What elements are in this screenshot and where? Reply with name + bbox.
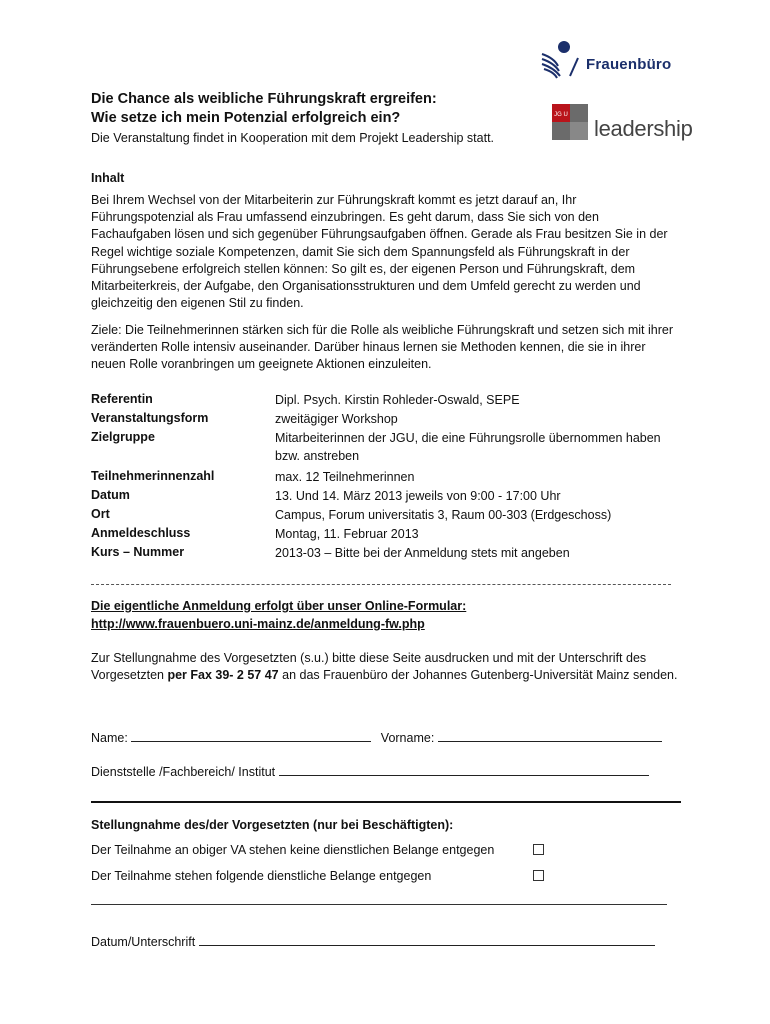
detail-label: Zielgruppe xyxy=(91,430,155,444)
option-2-label: Der Teilnahme stehen folgende dienstliche Belange entgegen xyxy=(91,869,432,883)
title-line-1: Die Chance als weibliche Führungskraft ergreifen: xyxy=(91,91,437,107)
detail-label: Referentin xyxy=(91,392,153,406)
leadership-badge-text: JG U xyxy=(554,112,568,118)
datum-label: Datum/Unterschrift xyxy=(91,935,196,949)
detail-label: Kurs – Nummer xyxy=(91,545,185,559)
name-label: Name: xyxy=(91,731,128,745)
title-line-2: Wie setze ich mein Potenzial erfolgreich ein? xyxy=(91,110,401,126)
detail-value: zweitägiger Workshop xyxy=(275,412,398,426)
detail-value: 13. Und 14. März 2013 jeweils von 9:00 - 17:00 Uhr xyxy=(275,489,561,503)
page-title xyxy=(91,90,437,128)
frauenbuero-logo xyxy=(540,40,690,80)
detail-label: Ort xyxy=(91,507,110,521)
detail-value: Campus, Forum universitatis 3, Raum 00-303 (Erdgeschoss) xyxy=(275,508,612,522)
name-field[interactable] xyxy=(131,729,371,742)
option-1-label: Der Teilnahme an obiger VA stehen keine dienstlichen Belange entgegen xyxy=(91,843,495,857)
fax-text-before: Zur Stellungnahme des Vorgesetzten (s.u.) bitte diese Seite ausdrucken und mit der Unterschrift des Vorgesetzten xyxy=(91,651,647,683)
option-row-2 xyxy=(91,869,681,883)
leadership-logo xyxy=(552,104,692,144)
dashed-divider xyxy=(91,584,671,585)
fax-number: per Fax 39- 2 57 47 xyxy=(167,668,279,683)
option-2-checkbox[interactable] xyxy=(533,870,544,881)
detail-value: max. 12 Teilnehmerinnen xyxy=(275,470,415,484)
fax-text-after: an das Frauenbüro der Johannes Gutenberg-Universität Mainz senden. xyxy=(278,668,678,683)
datum-row xyxy=(91,933,655,949)
belange-field-line[interactable] xyxy=(91,904,667,905)
subtitle: Die Veranstaltung findet in Kooperation mit dem Projekt Leadership statt. xyxy=(91,131,495,145)
detail-value: Montag, 11. Februar 2013 xyxy=(275,527,419,541)
dienststelle-label: Dienststelle /Fachbereich/ Institut xyxy=(91,765,276,779)
leadership-mark-icon xyxy=(552,104,588,140)
detail-value: Mitarbeiterinnen der JGU, die eine Führungsrolle übernommen haben bzw. anstreben xyxy=(275,431,661,463)
detail-label: Teilnehmerinnenzahl xyxy=(91,469,215,483)
option-row-1 xyxy=(91,843,681,857)
dienststelle-row xyxy=(91,763,649,779)
detail-label: Datum xyxy=(91,488,130,502)
name-row xyxy=(91,729,662,745)
vorname-label: Vorname: xyxy=(380,731,435,745)
solid-divider xyxy=(91,801,681,803)
inhalt-heading: Inhalt xyxy=(91,171,125,185)
frauenbuero-mark-icon xyxy=(540,40,584,80)
option-1-checkbox[interactable] xyxy=(533,844,544,855)
anmeldung-heading: Die eigentliche Anmeldung erfolgt über unser Online-Formular: xyxy=(91,599,467,613)
anmeldung-link[interactable]: http://www.frauenbuero.uni-mainz.de/anmeldung-fw.php xyxy=(91,617,425,631)
fax-instructions xyxy=(91,650,681,684)
detail-label: Anmeldeschluss xyxy=(91,526,191,540)
leadership-logo-text: leadership xyxy=(594,116,693,141)
stellungnahme-heading: Stellungnahme des/der Vorgesetzten (nur bei Beschäftigten): xyxy=(91,818,454,832)
datum-unterschrift-field[interactable] xyxy=(199,933,655,946)
inhalt-paragraph: Bei Ihrem Wechsel von der Mitarbeiterin zur Führungskraft kommt es jetzt darauf an, Ihr Führungspotenzial als Frau umfassend einzubringen. Es geht darum, dass Sie sich von den Fachaufgaben lösen und sich gegenüber Führungsaufgaben öffnen. Gerade als Frau besitzen Sie in der Regel wichtige soziale Kompetenzen, damit Sie sich dem Spannungsfeld als Führungskraft in der Führungsebene erfolgreich stellen können: So gilt es, der eigenen Person und Führungskraft, dem Mitarbeiterkreis, der Aufgabe, den Organisationsstrukturen und dem Umfeld gerecht zu werden und gleichzeitig den eigenen Stil zu finden. xyxy=(91,193,668,311)
dienststelle-field[interactable] xyxy=(279,763,649,776)
detail-value: 2013-03 – Bitte bei der Anmeldung stets mit angeben xyxy=(275,546,570,560)
ziele-paragraph: Ziele: Die Teilnehmerinnen stärken sich für die Rolle als weibliche Führungskraft und setzen sich mit ihrer veränderten Rolle intensiv auseinander. Darüber hinaus lernen sie Methoden kennen, die sie in ihrer neuen Rolle voranbringen um geeignete Aktionen einzuleiten. xyxy=(91,323,673,372)
vorname-field[interactable] xyxy=(438,729,662,742)
detail-label: Veranstaltungsform xyxy=(91,411,209,425)
detail-value: Dipl. Psych. Kirstin Rohleder-Oswald, SEPE xyxy=(275,393,520,407)
frauenbuero-logo-text: Frauenbüro xyxy=(586,56,672,73)
